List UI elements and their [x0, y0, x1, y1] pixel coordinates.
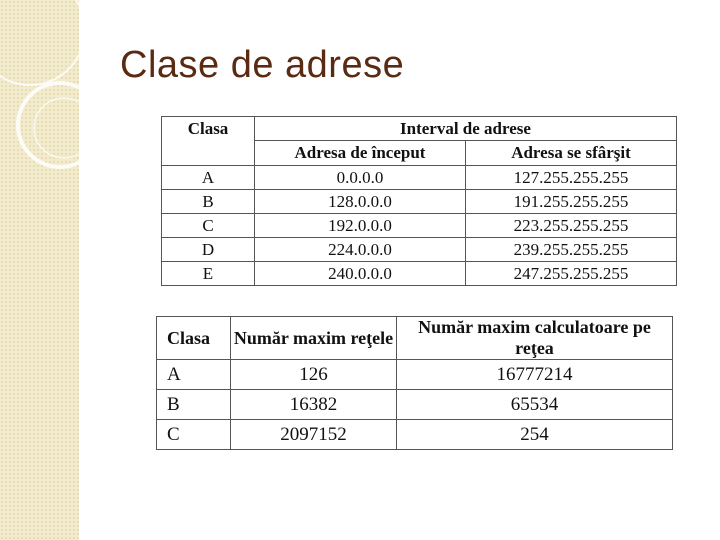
header-class: Clasa [162, 117, 255, 166]
header-interval: Interval de adrese [255, 117, 677, 141]
max-hosts-cell: 16777214 [397, 360, 673, 390]
table-row [162, 214, 677, 238]
decorative-circles [0, 0, 79, 540]
class-cell: E [162, 262, 255, 286]
class-cell: C [157, 420, 231, 450]
decorative-sidebar [0, 0, 79, 540]
end-address-cell: 191.255.255.255 [466, 190, 677, 214]
header-start-address: Adresa de început [255, 141, 466, 166]
class-cell: B [157, 390, 231, 420]
table-row [162, 238, 677, 262]
max-networks-cell: 16382 [231, 390, 397, 420]
end-address-cell: 127.255.255.255 [466, 166, 677, 190]
max-networks-cell: 2097152 [231, 420, 397, 450]
table-row [157, 390, 673, 420]
header-class: Clasa [157, 317, 231, 360]
start-address-cell: 224.0.0.0 [255, 238, 466, 262]
header-end-address: Adresa se sfârşit [466, 141, 677, 166]
class-cell: B [162, 190, 255, 214]
network-capacity-table [156, 316, 673, 450]
class-cell: C [162, 214, 255, 238]
header-max-hosts: Număr maxim calculatoare pe reţea [397, 317, 673, 360]
table-row [162, 262, 677, 286]
class-cell: D [162, 238, 255, 262]
table-row [162, 190, 677, 214]
max-networks-cell: 126 [231, 360, 397, 390]
end-address-cell: 223.255.255.255 [466, 214, 677, 238]
start-address-cell: 240.0.0.0 [255, 262, 466, 286]
table-row [157, 420, 673, 450]
header-max-networks: Număr maxim reţele [231, 317, 397, 360]
max-hosts-cell: 254 [397, 420, 673, 450]
table-row [162, 166, 677, 190]
table-row [157, 360, 673, 390]
class-cell: A [157, 360, 231, 390]
end-address-cell: 247.255.255.255 [466, 262, 677, 286]
class-cell: A [162, 166, 255, 190]
address-interval-table [161, 116, 677, 286]
start-address-cell: 192.0.0.0 [255, 214, 466, 238]
slide-title: Clase de adrese [120, 44, 405, 86]
start-address-cell: 0.0.0.0 [255, 166, 466, 190]
end-address-cell: 239.255.255.255 [466, 238, 677, 262]
max-hosts-cell: 65534 [397, 390, 673, 420]
start-address-cell: 128.0.0.0 [255, 190, 466, 214]
